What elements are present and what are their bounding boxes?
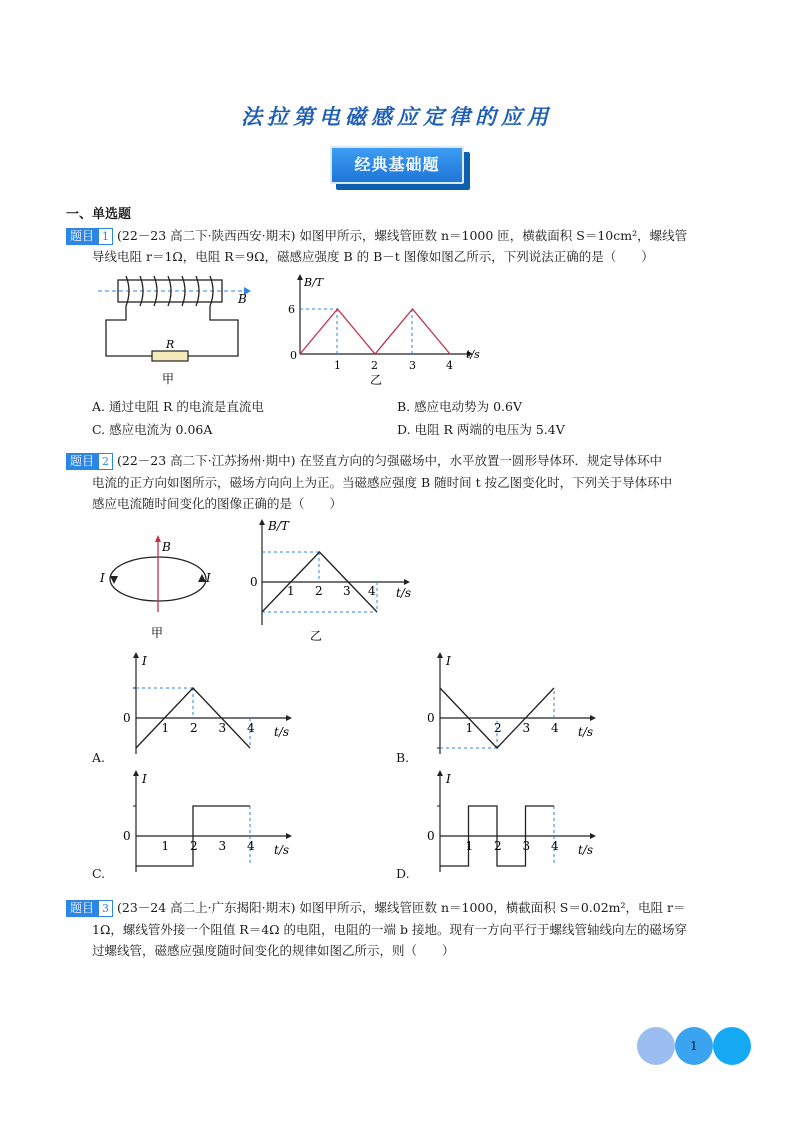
x-axis-arrow [286, 715, 292, 721]
y-axis-arrow [437, 652, 443, 658]
current-label-right: I [206, 571, 211, 585]
question-text: (22－23 高二下·陕西西安·期末) 如图甲所示，螺线管匝数 n＝1000 匝，横截面积 S＝10cm²，螺线管 [117, 228, 688, 243]
question-tag: 题目 [66, 900, 98, 917]
y-axis-arrow [437, 770, 443, 776]
tick-label-2: 2 [190, 839, 198, 853]
figure-caption: 乙 [370, 373, 383, 387]
origin-label: 0 [250, 575, 258, 589]
tick-label-3: 3 [343, 584, 351, 598]
option-c-graph[interactable] [120, 766, 300, 874]
page-number: 1 [675, 1027, 713, 1065]
decor-dot [713, 1027, 751, 1065]
question-text: (22－23 高二下·江苏扬州·期中) 在竖直方向的匀强磁场中，水平放置一圆形导体环．规定导体环中 [117, 453, 662, 468]
x-axis-label: t/s [274, 843, 290, 857]
tick-label-4: 4 [247, 839, 255, 853]
tick-label-1: 1 [161, 839, 170, 853]
question-3-line-3: 过螺线管，磁感应强度随时间变化的规律如图乙所示，则（ ） [92, 943, 455, 958]
tick-label-3: 3 [218, 721, 227, 735]
question-2-line-2: 电流的正方向如图所示，磁场方向向上为正。当磁感应强度 B 随时间 t 按乙图变化时，下列关于导体环中 [92, 475, 673, 490]
q1-figure-bt-graph [282, 272, 492, 387]
figure-caption: 甲 [162, 372, 175, 386]
tick-label-1: 1 [465, 839, 474, 853]
q2-option-a[interactable]: A. [92, 750, 106, 765]
origin-label: 0 [427, 711, 435, 725]
tick-label-1: 1 [465, 721, 474, 735]
q2-option-d[interactable]: D. [396, 866, 410, 881]
q1-option-a[interactable]: A. 通过电阻 R 的电流是直流电 [92, 399, 264, 414]
question-3-line-2: 1Ω，螺线管外接一个阻值 R＝4Ω 的电阻，电阻的一端 b 接地。现有一方向平行于螺线管轴线向左的磁场穿 [92, 922, 687, 937]
y-axis-label: I [446, 654, 451, 668]
question-tag: 题目 [66, 453, 98, 470]
q2-option-c[interactable]: C. [92, 866, 106, 881]
current-label-left: I [100, 571, 105, 585]
tick-label-2: 2 [494, 721, 502, 735]
q1-figure-solenoid [96, 270, 256, 390]
q1-option-b[interactable]: B. 感应电动势为 0.6V [397, 399, 523, 414]
tick-label-1: 1 [334, 359, 341, 372]
tick-label-1: 1 [287, 584, 295, 598]
option-d-graph[interactable] [424, 766, 604, 874]
tick-label-2: 2 [494, 839, 502, 853]
q2-figure-bt-graph [246, 515, 426, 647]
y-axis-label: B/T [304, 276, 324, 289]
y-axis-label: I [446, 772, 451, 786]
tick-label-4: 4 [446, 359, 453, 372]
section-heading: 一、单选题 [66, 207, 132, 222]
question-text: (23－24 高二上·广东揭阳·期末) 如图甲所示，螺线管匝数 n＝1000，横截面积 S＝0.02m²，电阻 r＝ [117, 900, 686, 915]
q2-option-b[interactable]: B. [396, 750, 410, 765]
question-number: 1 [98, 228, 113, 245]
y-axis-label: I [142, 654, 147, 668]
origin-label: 0 [123, 829, 131, 843]
figure-caption: 甲 [151, 626, 164, 640]
tick-label-4: 4 [368, 584, 376, 598]
option-a-graph[interactable] [120, 648, 300, 756]
x-axis-label: t/s [578, 725, 594, 739]
option-b-graph[interactable] [424, 648, 604, 756]
decor-dot [637, 1027, 675, 1065]
x-axis-arrow [286, 833, 292, 839]
question-1-line-1 [66, 226, 687, 246]
x-axis-label: t/s [396, 586, 412, 600]
field-label: B [238, 292, 247, 306]
origin-label: 0 [427, 829, 435, 843]
x-axis-label: t/s [578, 843, 594, 857]
tick-label-6: 6 [288, 303, 295, 316]
tick-label-2: 2 [315, 584, 323, 598]
tick-label-3: 3 [218, 839, 227, 853]
tick-label-3: 3 [409, 359, 416, 372]
question-2-line-3: 感应电流随时间变化的图像正确的是（ ） [92, 496, 343, 511]
tick-label-2: 2 [190, 721, 198, 735]
x-axis-arrow [590, 833, 596, 839]
x-axis-arrow [590, 715, 596, 721]
question-tag: 题目 [66, 228, 98, 245]
origin-label: 0 [290, 349, 297, 362]
x-axis-label: t/s [274, 725, 290, 739]
y-axis-label: I [142, 772, 147, 786]
tick-label-4: 4 [551, 721, 559, 735]
tick-label-3: 3 [522, 721, 531, 735]
tick-label-4: 4 [247, 721, 255, 735]
tick-label-1: 1 [161, 721, 170, 735]
bt-line [300, 309, 450, 354]
x-axis-label: t/s [466, 348, 480, 361]
origin-label: 0 [123, 711, 131, 725]
tick-label-2: 2 [371, 359, 378, 372]
y-axis-label: B/T [268, 519, 289, 533]
section-badge: 经典基础题 [330, 146, 464, 184]
tick-label-4: 4 [551, 839, 559, 853]
q2-figure-ring [96, 532, 226, 642]
question-number: 2 [98, 453, 113, 470]
y-axis-arrow [133, 652, 139, 658]
question-2-line-1 [66, 451, 662, 471]
figure-caption: 乙 [310, 629, 323, 643]
tick-label-3: 3 [522, 839, 531, 853]
page-title: 法拉第电磁感应定律的应用 [241, 104, 553, 129]
y-axis-arrow [133, 770, 139, 776]
field-label: B [162, 540, 171, 554]
question-number: 3 [98, 900, 113, 917]
q1-option-d[interactable]: D. 电阻 R 两端的电压为 5.4V [397, 422, 565, 437]
question-3-line-1 [66, 898, 686, 918]
question-1-line-2: 导线电阻 r＝1Ω，电阻 R＝9Ω，磁感应强度 B 的 B－t 图像如图乙所示，下列说法正确的是（ ） [92, 249, 654, 264]
resistor-label: R [166, 338, 175, 351]
q1-option-c[interactable]: C. 感应电流为 0.06A [92, 422, 213, 437]
